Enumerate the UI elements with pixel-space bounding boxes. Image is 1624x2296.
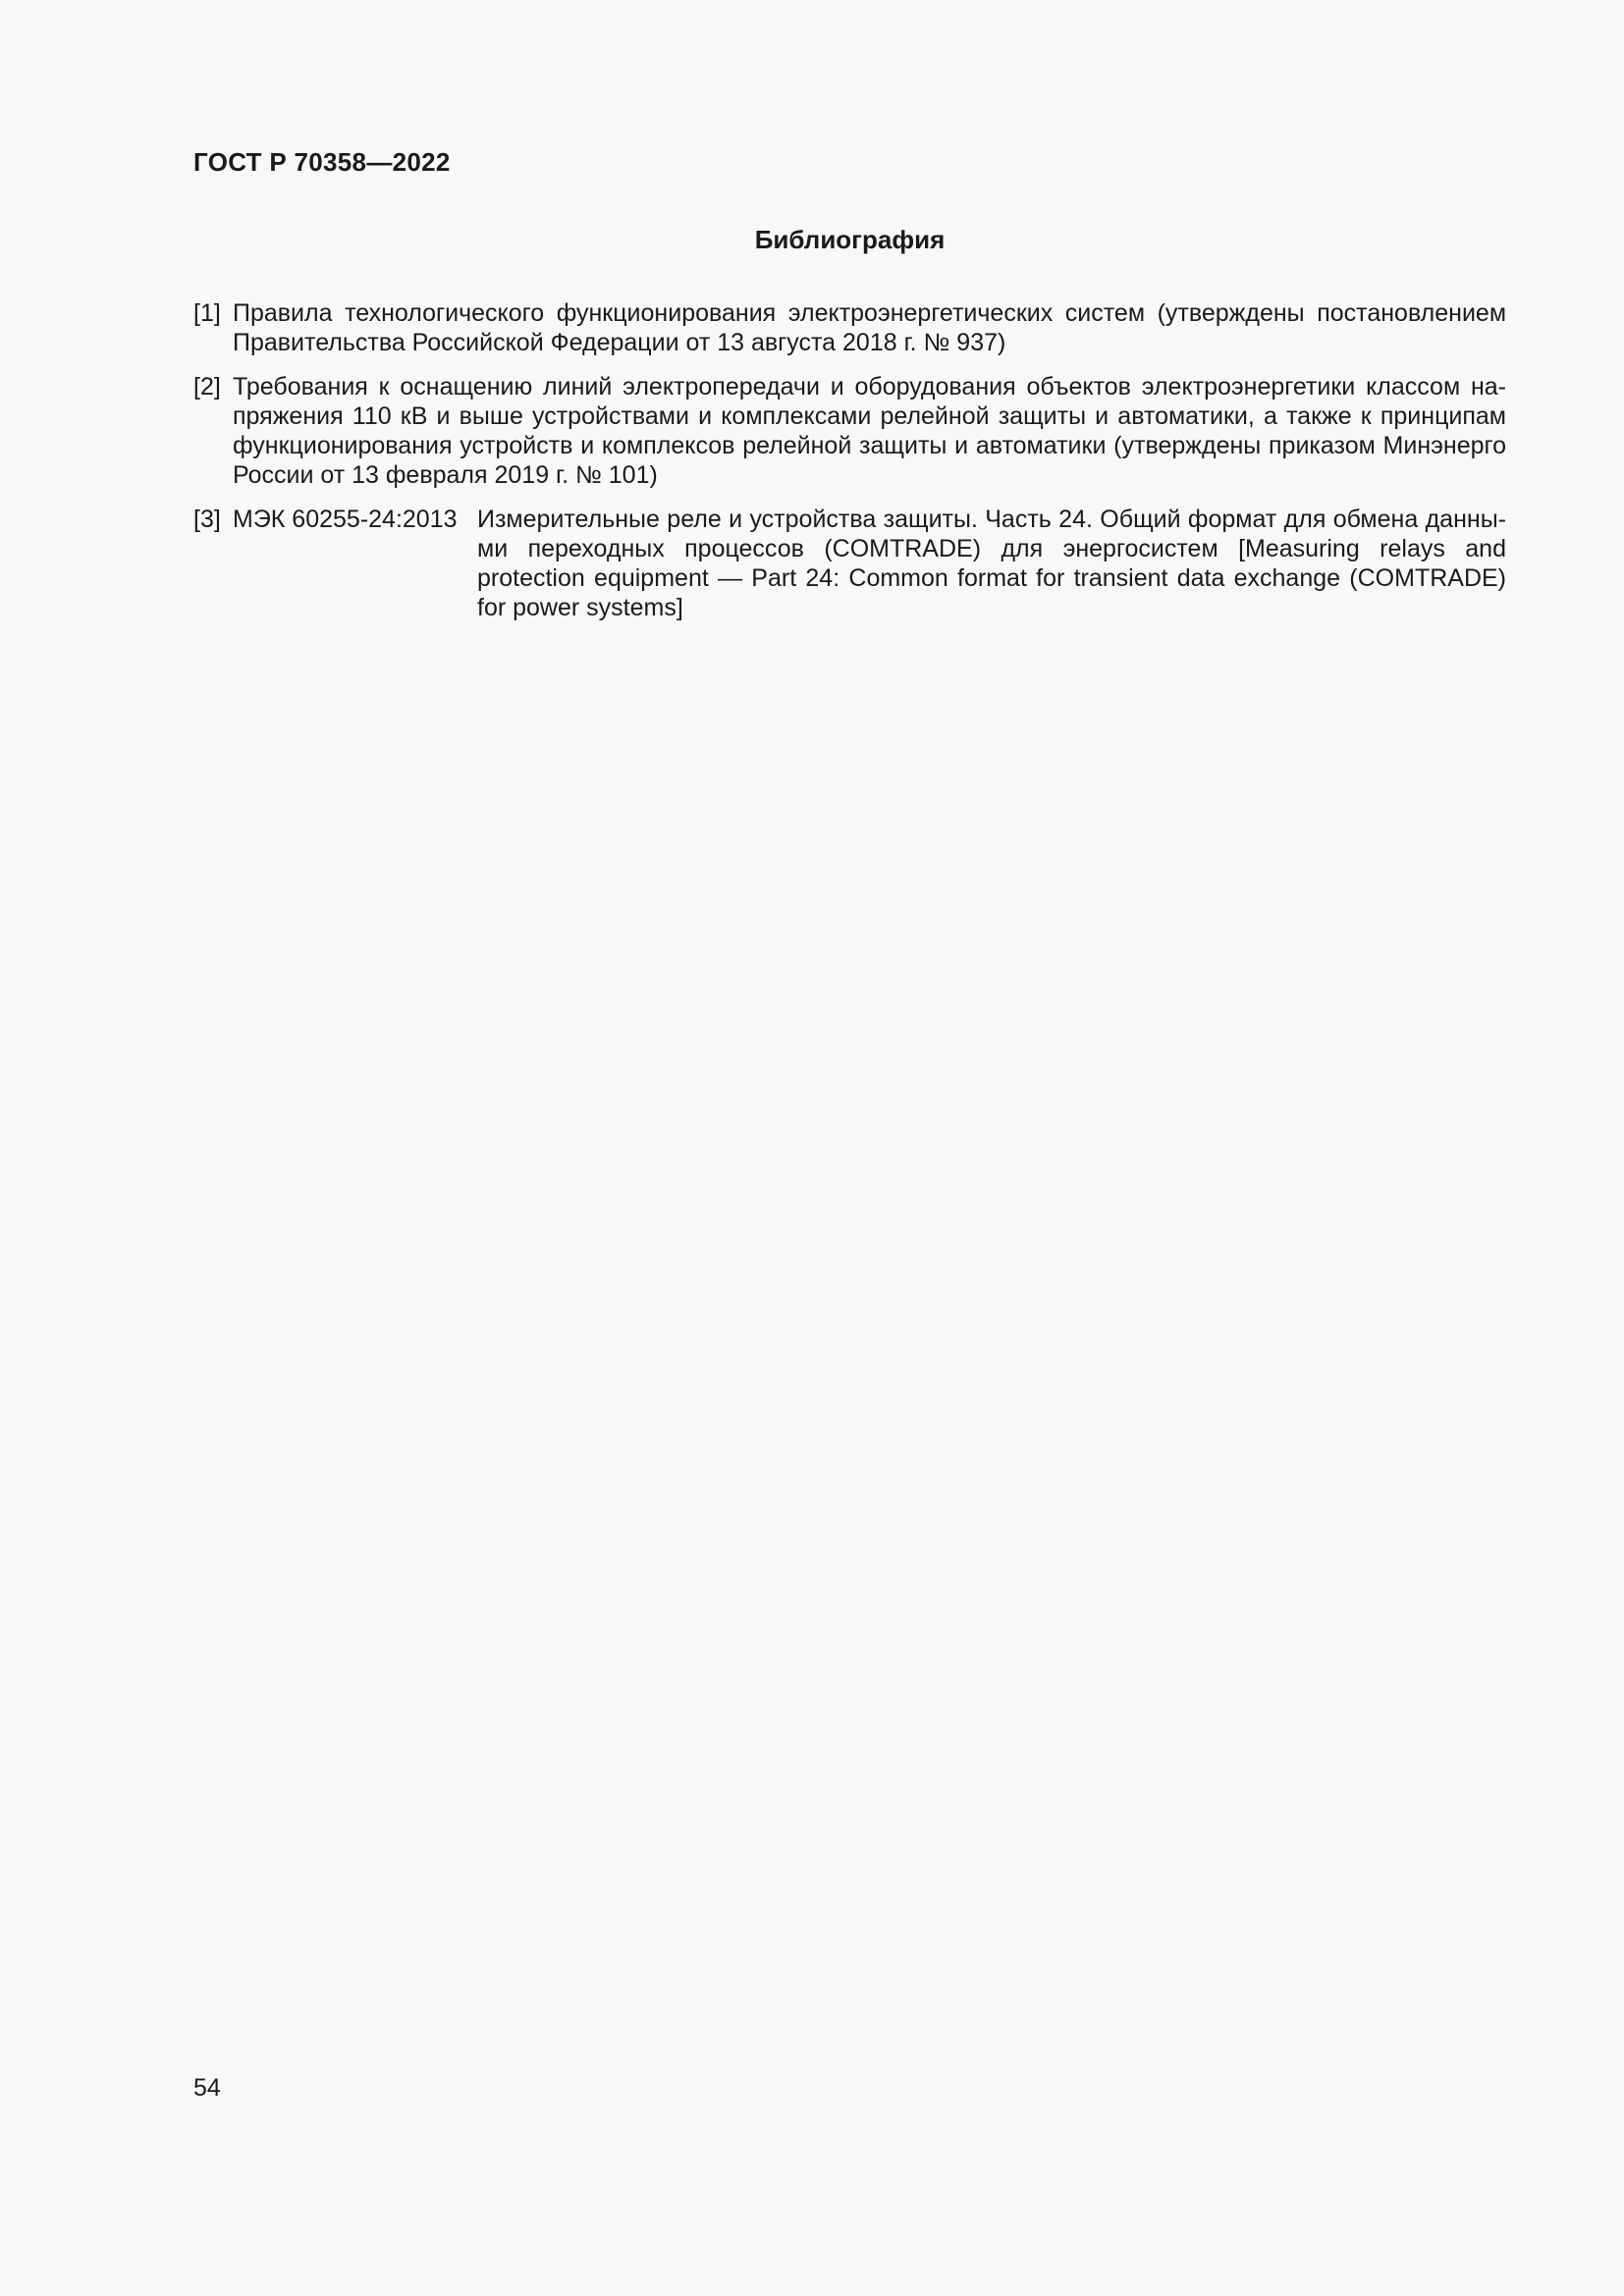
bibliography-entry-text: Требования к оснащению линий электропередачи и оборудования объектов электроэнергетики классом напряжения 110 кВ и выше устройствами и комплексами релейной защиты и автоматики, а также к принципам функционирования устройств и комплексов релейной защиты и автоматики (утверждены приказом Минэнерго России от 13 февраля 2019 г. № 101) [233, 373, 1506, 489]
bibliography-entry-text: Измерительные реле и устройства защиты. Часть 24. Общий формат для обмена данными переходных процессов (COMTRADE) для энергосистем [Measuring relays and protection equipment — Part 24: Common format for transient data exchange (COMTRADE) for power systems] [477, 506, 1506, 621]
bibliography-entry-number: [1] [193, 299, 221, 327]
bibliography-entry-3 [193, 505, 1506, 622]
bibliography-entry-text: Правила технологического функционирования электроэнергетических систем (утверждены постановлением Правительства Российской Федерации от 13 августа 2018 г. № 937) [233, 299, 1506, 356]
bibliography-entry-2 [193, 372, 1506, 490]
document-code-header: ГОСТ Р 70358—2022 [193, 147, 451, 177]
bibliography-entry-1 [193, 298, 1506, 357]
bibliography-entry-code: МЭК 60255-24:2013 [233, 506, 458, 533]
bibliography-entry-number: [3] [193, 506, 221, 533]
page-number: 54 [193, 2074, 221, 2102]
bibliography-list [193, 298, 1506, 637]
section-title: Библиография [754, 225, 946, 254]
bibliography-entry-number: [2] [193, 373, 221, 400]
